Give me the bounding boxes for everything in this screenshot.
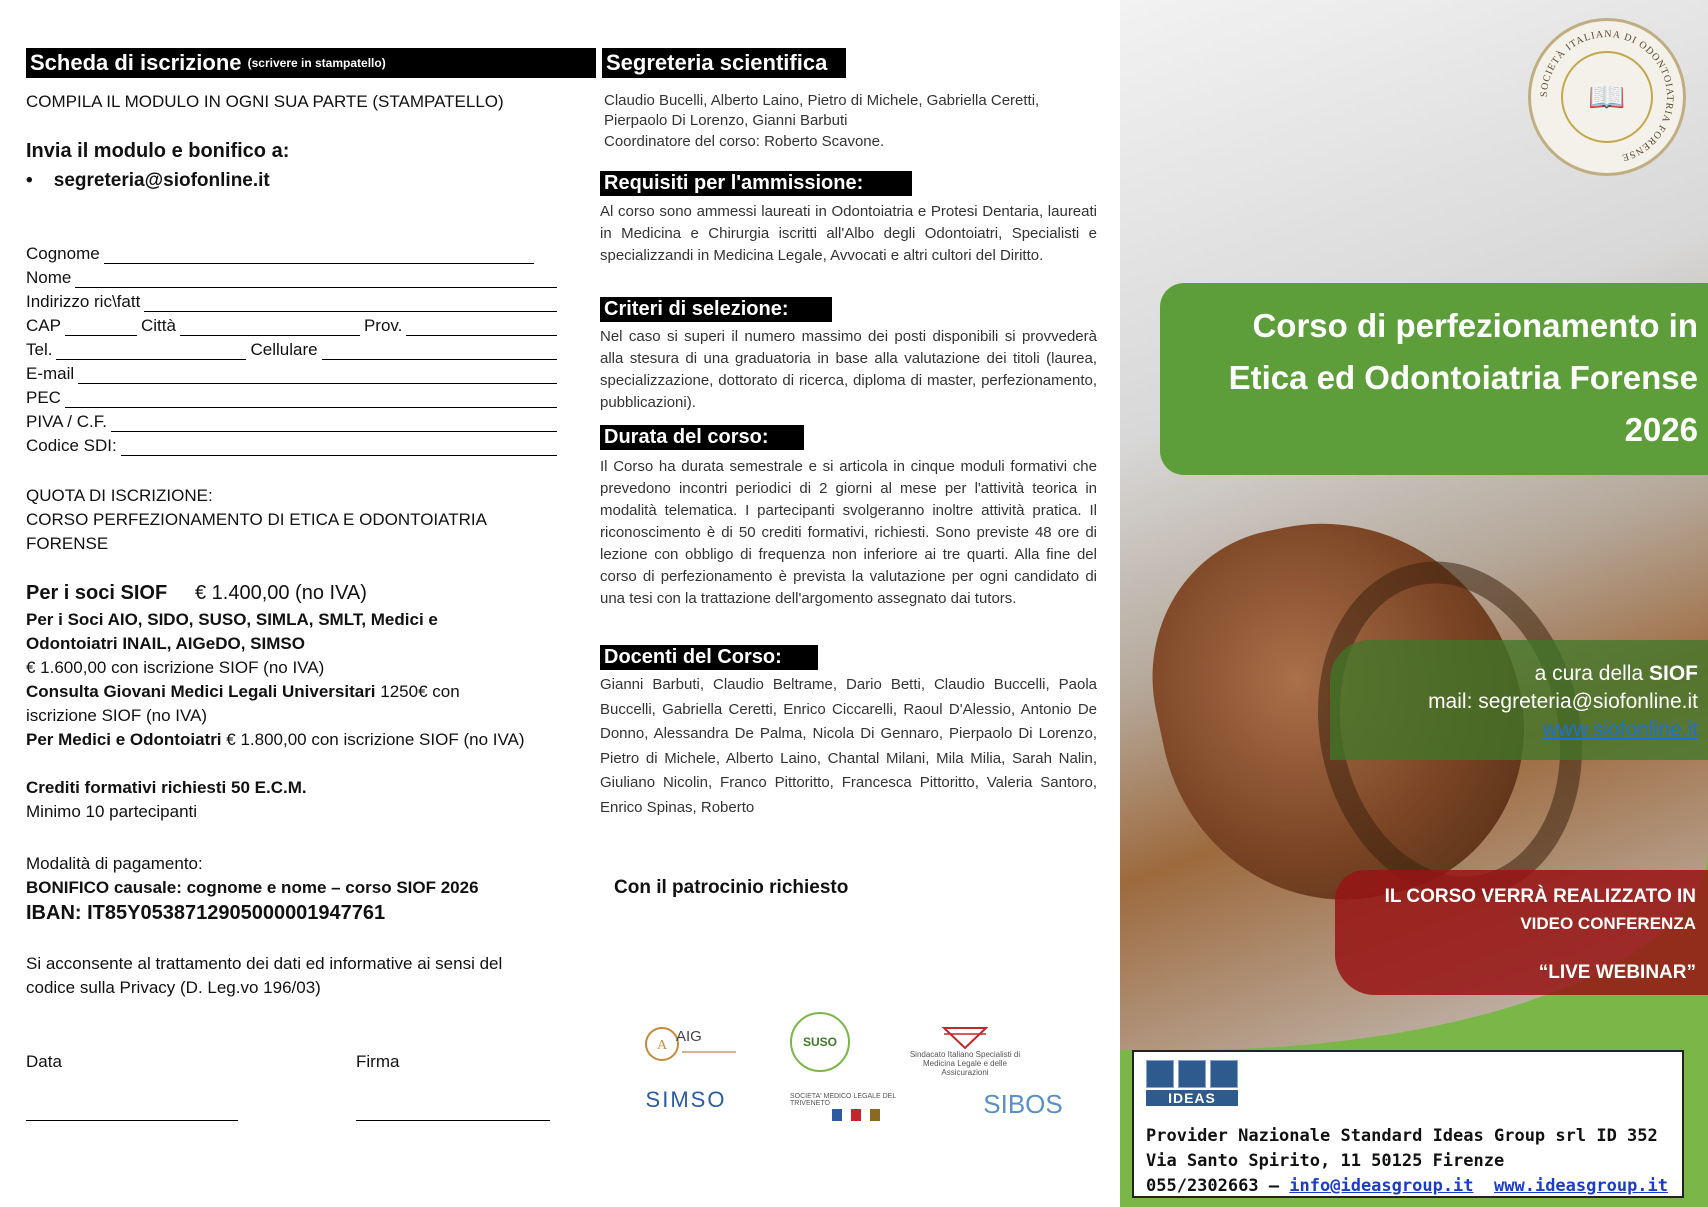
simla-logo-text: Sindacato Italiano Specialisti di Medicina Legale e delle Assicurazioni xyxy=(909,1049,1021,1077)
docenti-title: Docenti del Corso: xyxy=(600,645,818,670)
email-bullet-text: segreteria@siofonline.it xyxy=(53,170,270,191)
soci-altri-line1: Per i Soci AIO, SIDO, SUSO, SIMLA, SMLT, Medici e xyxy=(26,610,438,629)
segreteria-line1: Claudio Bucelli, Alberto Laino, Pietro di Michele, Gabriella Ceretti, xyxy=(604,92,1040,109)
consulta-rest: 1250€ con xyxy=(375,682,460,701)
sdi-input[interactable] xyxy=(121,442,557,456)
cognome-label: Cognome xyxy=(26,244,100,263)
field-nome[interactable] xyxy=(26,268,561,288)
seal-text: SOCIETÀ ITALIANA DI ODONTOIATRIA FORENSE xyxy=(1538,28,1676,164)
live-webinar-text: “LIVE WEBINAR” xyxy=(1538,962,1696,983)
aig-logo xyxy=(640,1022,740,1068)
form-header-note: (scrivere in stampatello) xyxy=(247,56,386,70)
pec-input[interactable] xyxy=(65,394,557,408)
provider-line1: Provider Nazionale Standard Ideas Group srl ID 352 xyxy=(1146,1126,1658,1146)
criteri-title: Criteri di selezione: xyxy=(600,297,832,322)
compila-text: COMPILA IL MODULO IN OGNI SUA PARTE (STAMPATELLO) xyxy=(26,92,504,111)
cognome-input[interactable] xyxy=(104,250,534,264)
sdi-label: Codice SDI: xyxy=(26,436,117,455)
corso-line2: VIDEO CONFERENZA xyxy=(1520,914,1696,933)
siof-seal-logo xyxy=(1528,18,1686,176)
soci-siof-price xyxy=(26,582,367,605)
requisiti-title: Requisiti per l'ammissione: xyxy=(600,171,912,196)
prov-input[interactable] xyxy=(406,322,557,336)
bonifico-text: BONIFICO causale: cognome e nome – corso SIOF 2026 xyxy=(26,878,479,897)
cellulare-label: Cellulare xyxy=(250,340,318,359)
piva-label: PIVA / C.F. xyxy=(26,412,107,431)
criteri-text: Nel caso si superi il numero massimo dei posti disponibili si provvederà alla stesura di una graduatoria in base alla valutazione dei titoli (laurea, specializzazione, dottorato di ricerca, diploma di master, perfezionamento, pubblicazioni). xyxy=(600,328,1097,411)
cura-siof: SIOF xyxy=(1648,662,1698,685)
book-icon: 📖 xyxy=(1561,51,1653,143)
simso-logo: SIMSO xyxy=(645,1087,727,1112)
corso-line1: IL CORSO VERRÀ REALIZZATO IN xyxy=(1384,886,1696,907)
smlt-logo-text: SOCIETA' MEDICO LEGALE DEL TRIVENETO xyxy=(790,1093,896,1107)
ideas-square-icon xyxy=(1178,1060,1206,1088)
field-cap-citta-prov[interactable] xyxy=(26,316,561,336)
indirizzo-label: Indirizzo ric\fatt xyxy=(26,292,141,311)
cellulare-input[interactable] xyxy=(322,346,557,360)
invia-text: Invia il modulo e bonifico a: xyxy=(26,140,290,162)
field-tel-cell[interactable] xyxy=(26,340,561,360)
cap-input[interactable] xyxy=(65,322,137,336)
durata-title: Durata del corso: xyxy=(600,425,804,450)
course-title xyxy=(1158,300,1698,456)
citta-input[interactable] xyxy=(180,322,360,336)
segreteria-line2: Pierpaolo Di Lorenzo, Gianni Barbuti xyxy=(604,112,848,129)
consulta-bold: Consulta Giovani Medici Legali Universitari xyxy=(26,682,376,701)
simla-logo xyxy=(900,1022,1030,1078)
course-title-line1: Corso di perfezionamento in xyxy=(1252,307,1698,344)
form-header xyxy=(26,48,596,78)
modalita-text: Modalità di pagamento: xyxy=(26,854,203,873)
provider-line3 xyxy=(1146,1176,1668,1196)
soci-altri-line2: Odontoiatri INAIL, AIGeDO, SIMSO xyxy=(26,634,305,653)
tel-input[interactable] xyxy=(56,346,246,360)
segreteria-line3: Coordinatore del corso: Roberto Scavone. xyxy=(604,133,885,150)
medici-rest: € 1.800,00 con iscrizione SIOF (no IVA) xyxy=(221,730,525,749)
data-label: Data xyxy=(26,1052,62,1071)
mail-line: mail: segreteria@siofonline.it xyxy=(1428,690,1698,713)
registration-form xyxy=(26,48,571,1071)
ideas-wordmark: IDEAS xyxy=(1146,1090,1238,1106)
docenti-text: Gianni Barbuti, Claudio Beltrame, Dario Betti, Claudio Buccelli, Paola Buccelli, Gabriella Ceretti, Enrico Ciccarelli, Raoul D'Alessio, Antonio De Donno, Alessandra De Palma, Nicola Di Gennaro, Pierpaolo Di Lorenzo, Pietro di Michele, Alberto Laino, Chantal Milani, Mila Milia, Sarah Nalin, Giuliano Nicolin, Franco Pittoritto, Francesca Pittoritto, Valeria Santoro, Enrico Spinas, Roberto xyxy=(600,676,1097,816)
nome-label: Nome xyxy=(26,268,72,287)
tel-label: Tel. xyxy=(26,340,53,359)
segreteria-title: Segreteria scientifica xyxy=(602,48,846,78)
simla-logo-graphic xyxy=(940,1024,990,1050)
data-input[interactable] xyxy=(26,1120,238,1121)
soci-siof-label: Per i soci SIOF xyxy=(26,582,168,604)
field-cognome[interactable] xyxy=(26,244,538,264)
privacy-line2: codice sulla Privacy (D. Leg.vo 196/03) xyxy=(26,978,321,997)
soci-siof-amount: € 1.400,00 (no IVA) xyxy=(194,582,367,604)
email-input[interactable] xyxy=(78,370,557,384)
course-year: 2026 xyxy=(1624,411,1698,448)
consulta-line1 xyxy=(26,682,460,702)
suso-logo: SUSO xyxy=(790,1012,850,1072)
provider-line2: Via Santo Spirito, 11 50125 Firenze xyxy=(1146,1151,1505,1171)
minimo-text: Minimo 10 partecipanti xyxy=(26,802,198,821)
firma-label: Firma xyxy=(356,1052,400,1071)
cover-panel xyxy=(1120,0,1708,1207)
ideas-logo xyxy=(1146,1060,1238,1112)
prov-label: Prov. xyxy=(363,316,403,335)
quota-course-line2: FORENSE xyxy=(26,534,109,553)
consulta-line2: iscrizione SIOF (no IVA) xyxy=(26,706,208,725)
ideas-square-icon xyxy=(1210,1060,1238,1088)
smlt-crests-icon xyxy=(826,1107,886,1123)
bullet-icon: • xyxy=(26,170,54,191)
quota-course-line1: CORSO PERFEZIONAMENTO DI ETICA E ODONTOIATRIA xyxy=(26,510,487,529)
patrocinio-text: Con il patrocinio richiesto xyxy=(614,877,849,898)
medici-bold: Per Medici e Odontoiatri xyxy=(26,730,222,749)
ideas-square-icon xyxy=(1146,1060,1174,1088)
sibos-logo: SIBOS xyxy=(983,1088,1063,1119)
iban-text: IBAN: IT85Y0538712905000001947761 xyxy=(26,902,386,924)
medici-line xyxy=(26,730,525,750)
cura-prefix: a cura della xyxy=(1534,662,1649,685)
aig-logo-text: AIG xyxy=(676,1028,702,1045)
field-piva[interactable] xyxy=(26,412,561,432)
field-sdi[interactable] xyxy=(26,436,561,456)
requisiti-text: Al corso sono ammessi laureati in Odontoiatria e Protesi Dentaria, laureati in Medicina e Chirurgia iscritti all'Albo degli Odontoiatri, Specialisti e specializzandi in Medicina Legale, Avvocati e altri cultori del Diritto. xyxy=(600,203,1097,264)
provider-box xyxy=(1132,1050,1684,1198)
nome-input[interactable] xyxy=(75,274,557,288)
soci-altri-price: € 1.600,00 con iscrizione SIOF (no IVA) xyxy=(26,658,325,677)
provider-phone: 055/2302663 – xyxy=(1146,1176,1290,1196)
field-email[interactable] xyxy=(26,364,561,384)
course-title-line2: Etica ed Odontoiatria Forense xyxy=(1228,359,1698,396)
piva-input[interactable] xyxy=(111,418,557,432)
field-pec[interactable] xyxy=(26,388,561,408)
cura-line xyxy=(1535,662,1698,686)
cap-label: CAP xyxy=(26,316,61,335)
privacy-line1: Si acconsente al trattamento dei dati ed informative ai sensi del xyxy=(26,954,503,973)
email-bullet-item xyxy=(26,170,270,192)
email-label: E-mail xyxy=(26,364,75,383)
quota-title: QUOTA DI ISCRIZIONE: xyxy=(26,486,213,505)
smlt-logo xyxy=(790,1090,922,1126)
provider-email-link[interactable]: info@ideasgroup.it xyxy=(1289,1176,1474,1196)
siof-website-link[interactable]: www.siofonline.it xyxy=(1542,718,1698,741)
form-header-title: Scheda di iscrizione xyxy=(30,50,242,75)
durata-text: Il Corso ha durata semestrale e si articola in cinque moduli formativi che prevedono incontri periodici di 2 giorni al mese per l'attività teorica in modalità telematica. I partecipanti svolgeranno inoltre attività pratica. Il riconoscimento è di 50 crediti formativi, richiesti. Sono previste 48 ore di lezione con obbligo di frequenza non inferiore ai tre quarti. Alla fine del corso di perfezionamento è prevista la valutazione per ogni candidato di una tesi con la trattazione dell'argomento assegnato dai tutors. xyxy=(600,458,1097,607)
firma-input[interactable] xyxy=(356,1120,550,1121)
citta-label: Città xyxy=(140,316,176,335)
web-line xyxy=(1543,718,1698,742)
provider-website-link[interactable]: www.ideasgroup.it xyxy=(1494,1176,1669,1196)
svg-text:A: A xyxy=(656,1038,668,1053)
crediti-text: Crediti formativi richiesti 50 E.C.M. xyxy=(26,778,307,797)
indirizzo-input[interactable] xyxy=(144,298,557,312)
field-indirizzo[interactable] xyxy=(26,292,561,312)
pec-label: PEC xyxy=(26,388,61,407)
